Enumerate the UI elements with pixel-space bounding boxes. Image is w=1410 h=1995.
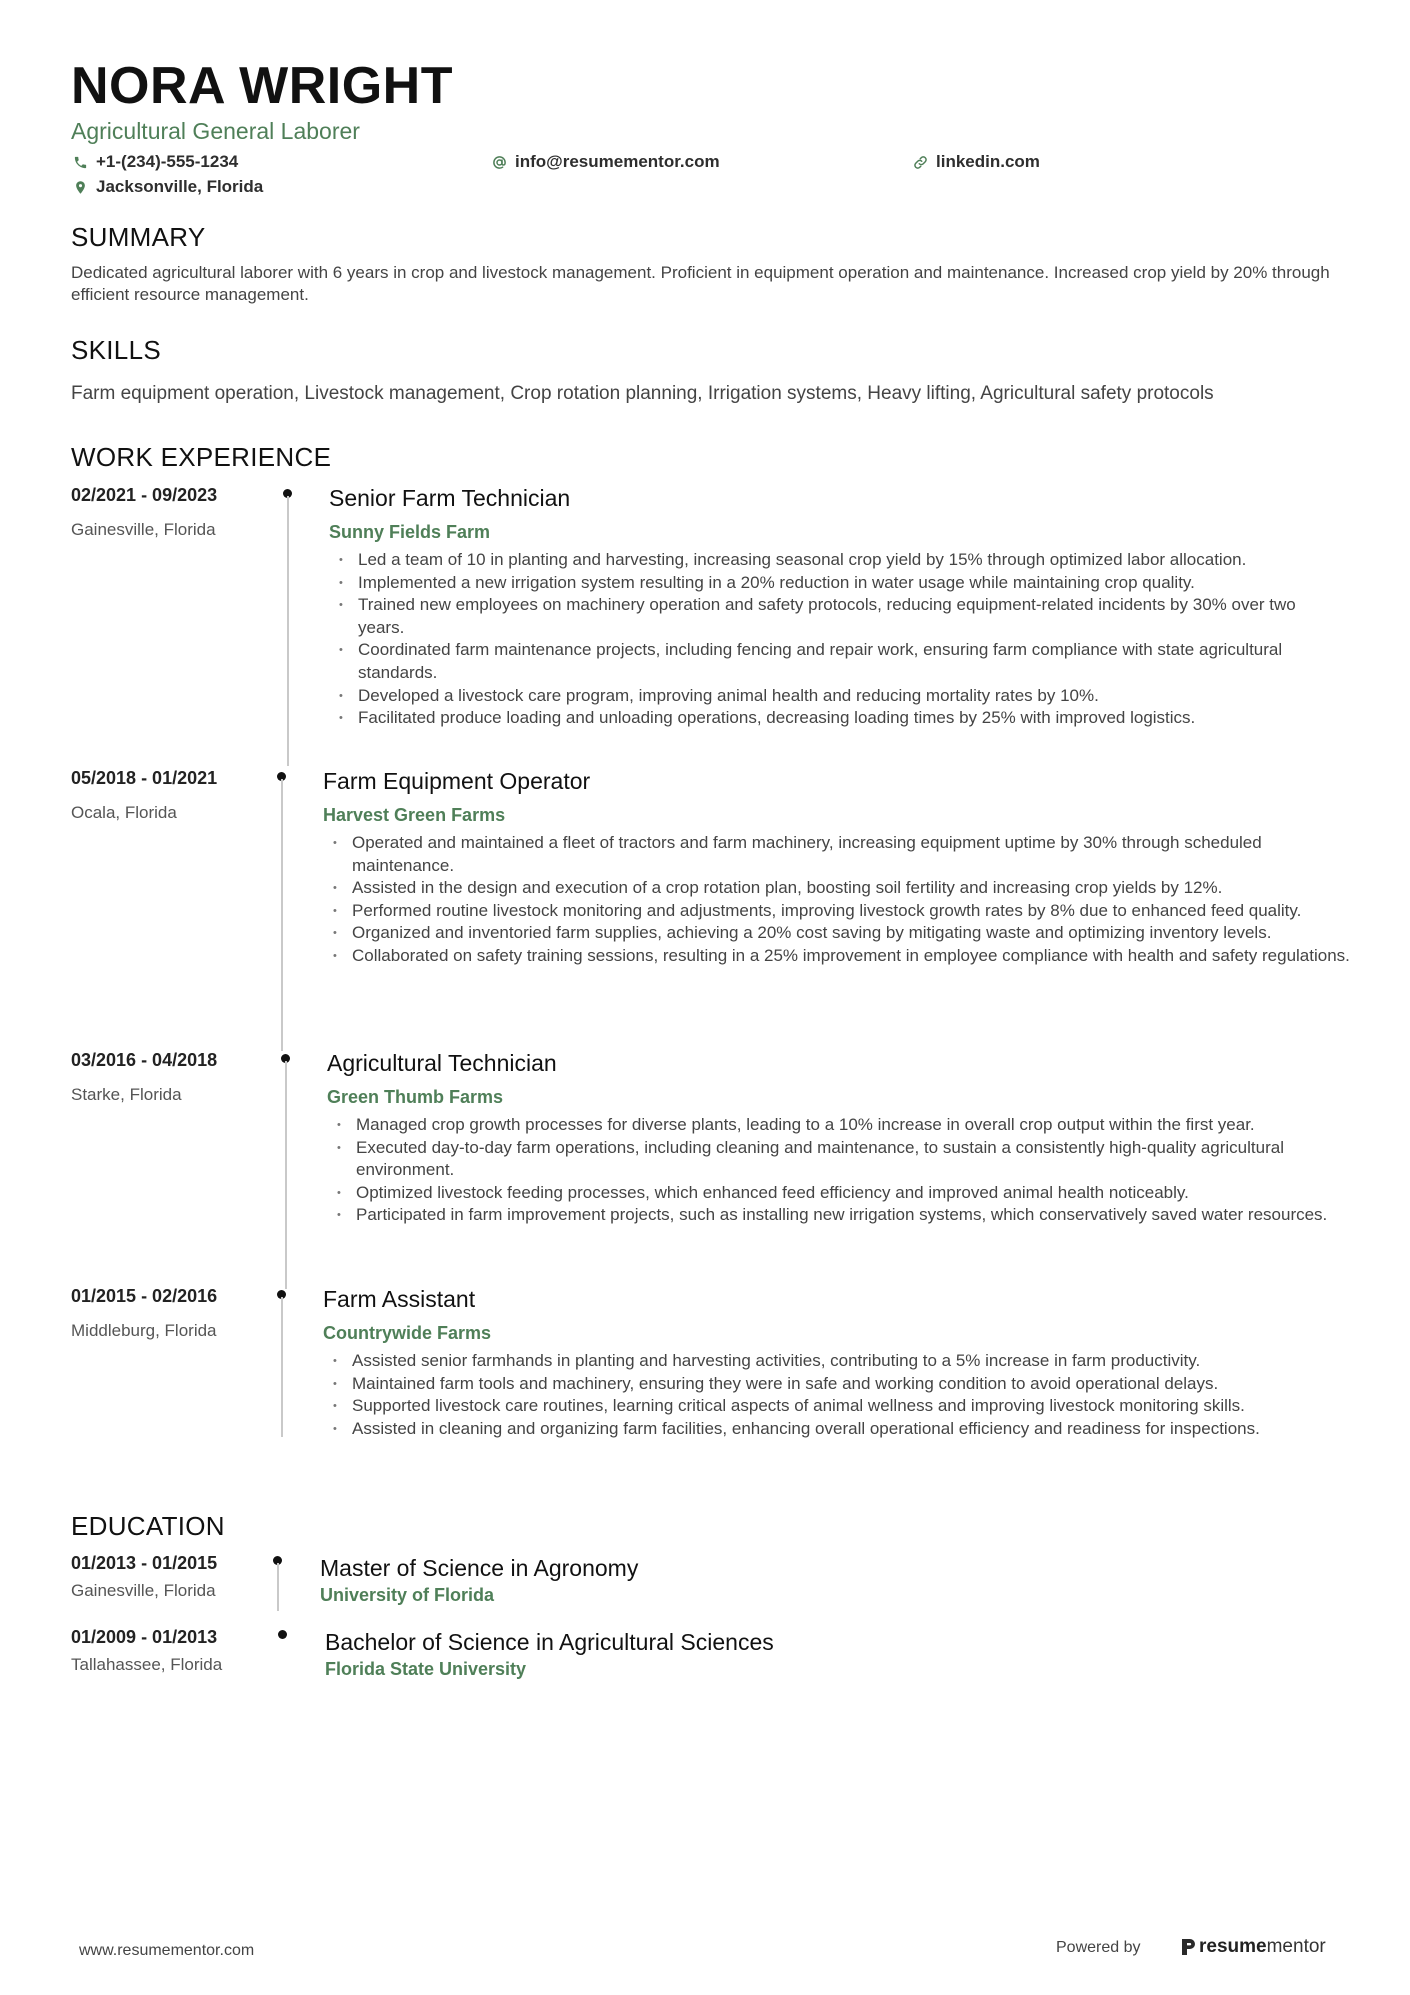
job-dates: 01/2015 - 02/2016 <box>71 1286 218 1306</box>
skills-heading: SKILLS <box>71 335 161 365</box>
skills-text: Farm equipment operation, Livestock management, Crop rotation planning, Irrigation systems, Heavy lifting, Agricultural safety protocols <box>71 383 1214 404</box>
job-role: Farm Assistant <box>323 1286 476 1312</box>
timeline-line <box>281 779 283 1051</box>
phone-icon <box>71 153 89 171</box>
job-location: Middleburg, Florida <box>71 1321 217 1340</box>
job-bullets <box>334 1114 1344 1227</box>
map-pin-icon <box>71 178 89 196</box>
linkedin-text[interactable]: linkedin.com <box>936 152 1040 171</box>
education-school: University of Florida <box>320 1585 495 1605</box>
education-heading: EDUCATION <box>71 1511 225 1541</box>
contact-linkedin <box>911 151 1040 173</box>
education-dates: 01/2013 - 01/2015 <box>71 1553 218 1573</box>
brand-name-light: mentor <box>1266 1936 1326 1957</box>
timeline-dot <box>278 1630 287 1639</box>
bullet-item: • Assisted in cleaning and organizing farm facilities, enhancing overall operational efficiency and readiness for inspections. <box>330 1418 1350 1441</box>
job-role: Farm Equipment Operator <box>323 768 591 794</box>
location-text: Jacksonville, Florida <box>96 177 264 196</box>
bullet-item: • Participated in farm improvement projects, such as installing new irrigation systems, which conservatively saved water resources. <box>334 1204 1344 1227</box>
bullet-item: • Collaborated on safety training sessions, resulting in a 25% improvement in employee compliance with health and safety regulations. <box>330 945 1350 968</box>
timeline-line <box>287 496 289 766</box>
bullet-item: • Optimized livestock feeding processes, which enhanced feed efficiency and improved animal health noticeably. <box>334 1182 1344 1205</box>
education-location: Tallahassee, Florida <box>71 1655 223 1674</box>
email-text[interactable]: info@resumementor.com <box>515 152 720 171</box>
education-dates: 01/2009 - 01/2013 <box>71 1627 218 1647</box>
job-dates: 02/2021 - 09/2023 <box>71 485 218 505</box>
bullet-item: • Assisted in the design and execution of a crop rotation plan, boosting soil fertility and increasing crop yields by 12%. <box>330 877 1350 900</box>
candidate-name: NORA WRIGHT <box>71 57 453 115</box>
job-company: Harvest Green Farms <box>323 805 506 825</box>
education-degree: Master of Science in Agronomy <box>320 1555 639 1581</box>
bullet-item: • Led a team of 10 in planting and harvesting, increasing seasonal crop yield by 15% through optimized labor allocation. <box>336 549 1346 572</box>
education-degree: Bachelor of Science in Agricultural Sciences <box>325 1629 774 1655</box>
phone-text: +1-(234)-555-1234 <box>96 152 239 171</box>
contact-phone <box>71 151 238 173</box>
contact-email <box>490 151 720 173</box>
job-location: Ocala, Florida <box>71 803 177 822</box>
bullet-item: • Maintained farm tools and machinery, ensuring they were in safe and working condition to avoid operational delays. <box>330 1373 1350 1396</box>
bullet-item: • Managed crop growth processes for diverse plants, leading to a 10% increase in overall crop output within the first year. <box>334 1114 1344 1137</box>
summary-text: Dedicated agricultural laborer with 6 years in crop and livestock management. Proficient in equipment operation and maintenance. Increased crop yield by 20% through efficient resource management. <box>71 263 1330 304</box>
resumementor-logo-icon <box>1180 1938 1196 1956</box>
bullet-item: • Operated and maintained a fleet of tractors and farm machinery, increasing equipment uptime by 30% through scheduled maintenance. <box>330 832 1350 877</box>
job-role: Agricultural Technician <box>327 1050 557 1076</box>
job-dates: 05/2018 - 01/2021 <box>71 768 218 788</box>
bullet-item: • Trained new employees on machinery operation and safety protocols, reducing equipment-related incidents by 30% over two years. <box>336 594 1346 639</box>
bullet-item: • Implemented a new irrigation system resulting in a 20% reduction in water usage while maintaining crop quality. <box>336 572 1346 595</box>
link-icon <box>911 153 929 171</box>
at-icon <box>490 153 508 171</box>
education-school: Florida State University <box>325 1659 527 1679</box>
bullet-item: • Developed a livestock care program, improving animal health and reducing mortality rates by 10%. <box>336 685 1346 708</box>
bullet-item: • Facilitated produce loading and unloading operations, decreasing loading times by 25% with improved logistics. <box>336 707 1346 730</box>
job-bullets <box>336 549 1346 730</box>
candidate-title: Agricultural General Laborer <box>71 118 360 144</box>
job-company: Sunny Fields Farm <box>329 522 491 542</box>
work-experience-heading: WORK EXPERIENCE <box>71 442 332 472</box>
bullet-item: • Assisted senior farmhands in planting and harvesting activities, contributing to a 5% increase in farm productivity. <box>330 1350 1350 1373</box>
education-location: Gainesville, Florida <box>71 1581 216 1600</box>
timeline-line <box>281 1297 283 1437</box>
footer-website[interactable]: www.resumementor.com <box>79 1942 255 1959</box>
brand-name-bold: resume <box>1199 1936 1267 1957</box>
job-bullets <box>330 832 1350 968</box>
timeline-line <box>277 1563 279 1611</box>
bullet-item: • Organized and inventoried farm supplies, achieving a 20% cost saving by mitigating waste and optimizing inventory levels. <box>330 922 1350 945</box>
summary-heading: SUMMARY <box>71 222 206 252</box>
bullet-item: • Coordinated farm maintenance projects, including fencing and repair work, ensuring farm compliance with state agricultural standards. <box>336 639 1346 684</box>
bullet-item: • Performed routine livestock monitoring and adjustments, improving livestock growth rates by 8% due to enhanced feed quality. <box>330 900 1350 923</box>
job-location: Starke, Florida <box>71 1085 182 1104</box>
job-dates: 03/2016 - 04/2018 <box>71 1050 218 1070</box>
footer-brand-logo <box>1180 1935 1326 1959</box>
timeline-line <box>285 1061 287 1289</box>
bullet-item: • Executed day-to-day farm operations, including cleaning and maintenance, to sustain a consistently high-quality agricultural environment. <box>334 1137 1344 1182</box>
job-company: Countrywide Farms <box>323 1323 492 1343</box>
contact-location <box>71 176 263 198</box>
job-bullets <box>330 1350 1350 1440</box>
footer-powered-by: Powered by <box>1056 1939 1141 1956</box>
job-role: Senior Farm Technician <box>329 485 571 511</box>
job-company: Green Thumb Farms <box>327 1087 504 1107</box>
job-location: Gainesville, Florida <box>71 520 216 539</box>
bullet-item: • Supported livestock care routines, learning critical aspects of animal wellness and improving livestock monitoring skills. <box>330 1395 1350 1418</box>
